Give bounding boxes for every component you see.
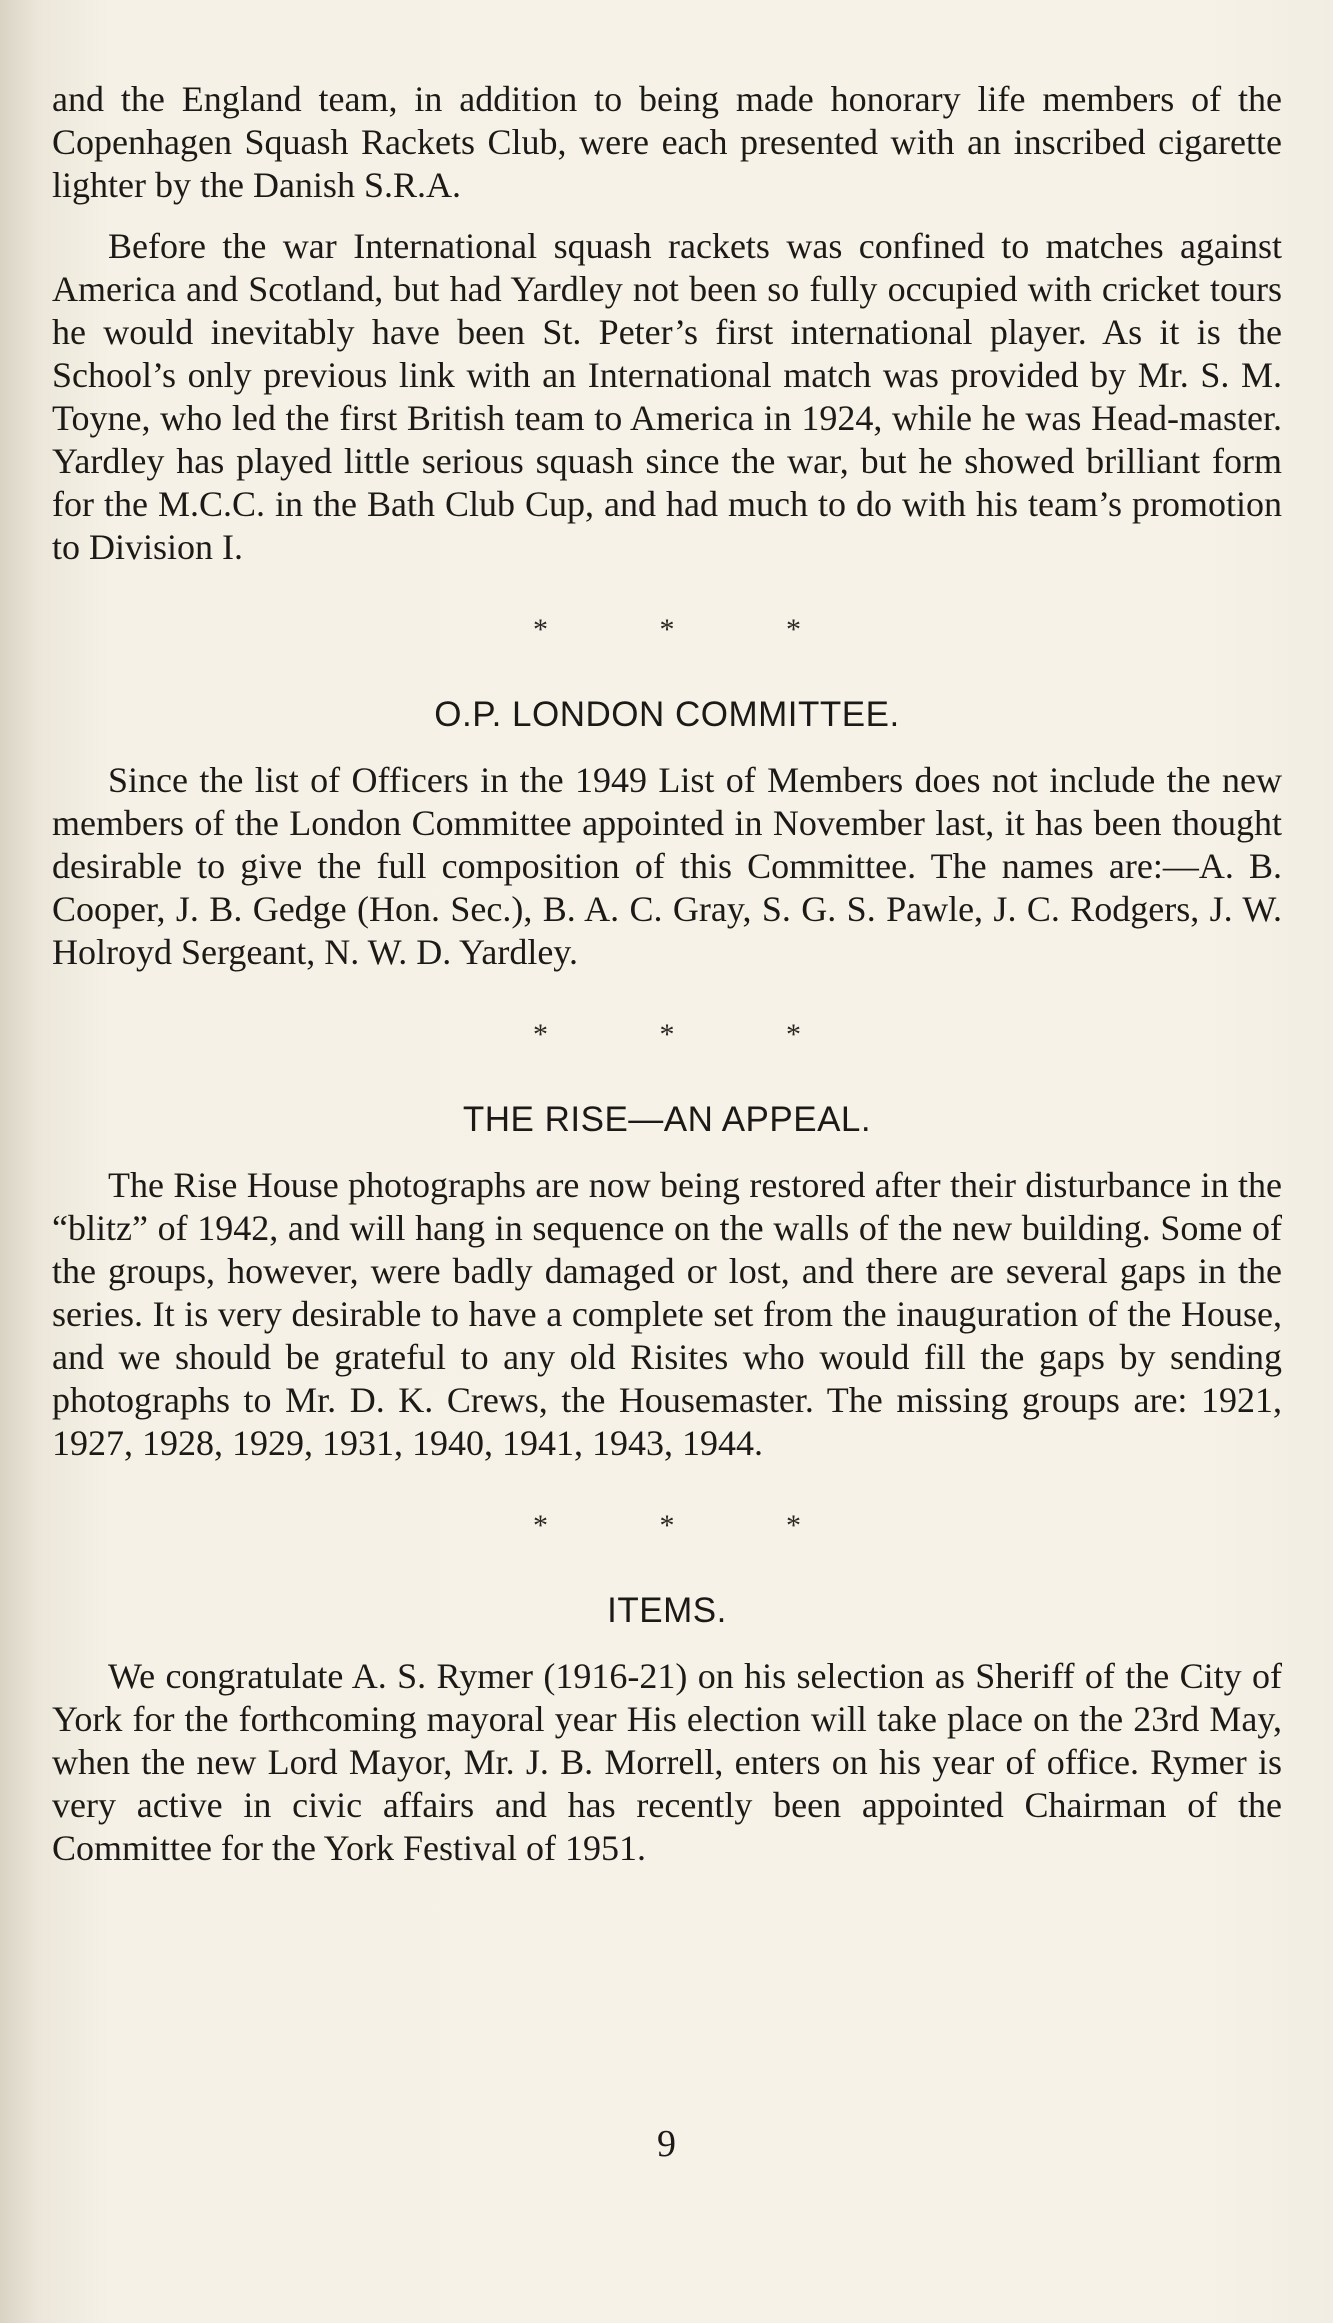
section-separator: * * *: [533, 1018, 853, 1051]
heading-london-committee: O.P. LONDON COMMITTEE.: [434, 695, 900, 734]
intro-paragraph-1: and the England team, in addition to being made honorary life members of the Copenhagen Squash Rackets Club, were each presented with an inscribed cigarette lighter by the Danish S.R.A.: [52, 79, 1282, 205]
page-number: 9: [657, 2123, 676, 2165]
heading-items: ITEMS.: [607, 1591, 727, 1630]
london-committee-paragraph: Since the list of Officers in the 1949 List of Members does not include the new members of the London Committee appointed in November last, it has been thought desirable to give the full composition of this Committee. The names are:—A. B. Cooper, J. B. Gedge (Hon. Sec.), B. A. C. Gray, S. G. S. Pawle, J. C. Rodgers, J. W. Holroyd Sergeant, N. W. D. Yardley.: [52, 760, 1282, 972]
heading-rise-appeal: THE RISE—AN APPEAL.: [462, 1100, 872, 1139]
section-separator: * * *: [533, 1509, 853, 1542]
items-paragraph: We congratulate A. S. Rymer (1916-21) on his selection as Sheriff of the City of York for the forthcoming mayoral year His election will take place on the 23rd May, when the new Lord Mayor, Mr. J. B. Morrell, enters on his year of office. Rymer is very active in civic affairs and has recently been appointed Chairman of the Committee for the York Festival of 1951.: [52, 1656, 1282, 1868]
rise-appeal-paragraph: The Rise House photographs are now being restored after their disturbance in the “blitz” of 1942, and will hang in sequence on the walls of the new building. Some of the groups, however, were badly damaged or lost, and there are several gaps in the series. It is very desirable to have a complete set from the inauguration of the House, and we should be grateful to any old Risites who would fill the gaps by sending photographs to Mr. D. K. Crews, the Housemaster. The missing groups are: 1921, 1927, 1928, 1929, 1931, 1940, 1941, 1943, 1944.: [52, 1165, 1282, 1463]
page-content: [52, 78, 1282, 1870]
intro-paragraph-2: Before the war International squash rackets was confined to matches against America and Scotland, but had Yardley not been so fully occupied with cricket tours he would inevitably have been St. Peter’s first international player. As it is the School’s only previous link with an International match was provided by Mr. S. M. Toyne, who led the first British team to America in 1924, while he was Head-master. Yardley has played little serious squash since the war, but he showed brilliant form for the M.C.C. in the Bath Club Cup, and had much to do with his team’s promotion to Division I.: [52, 226, 1282, 567]
section-separator: * * *: [533, 613, 853, 646]
